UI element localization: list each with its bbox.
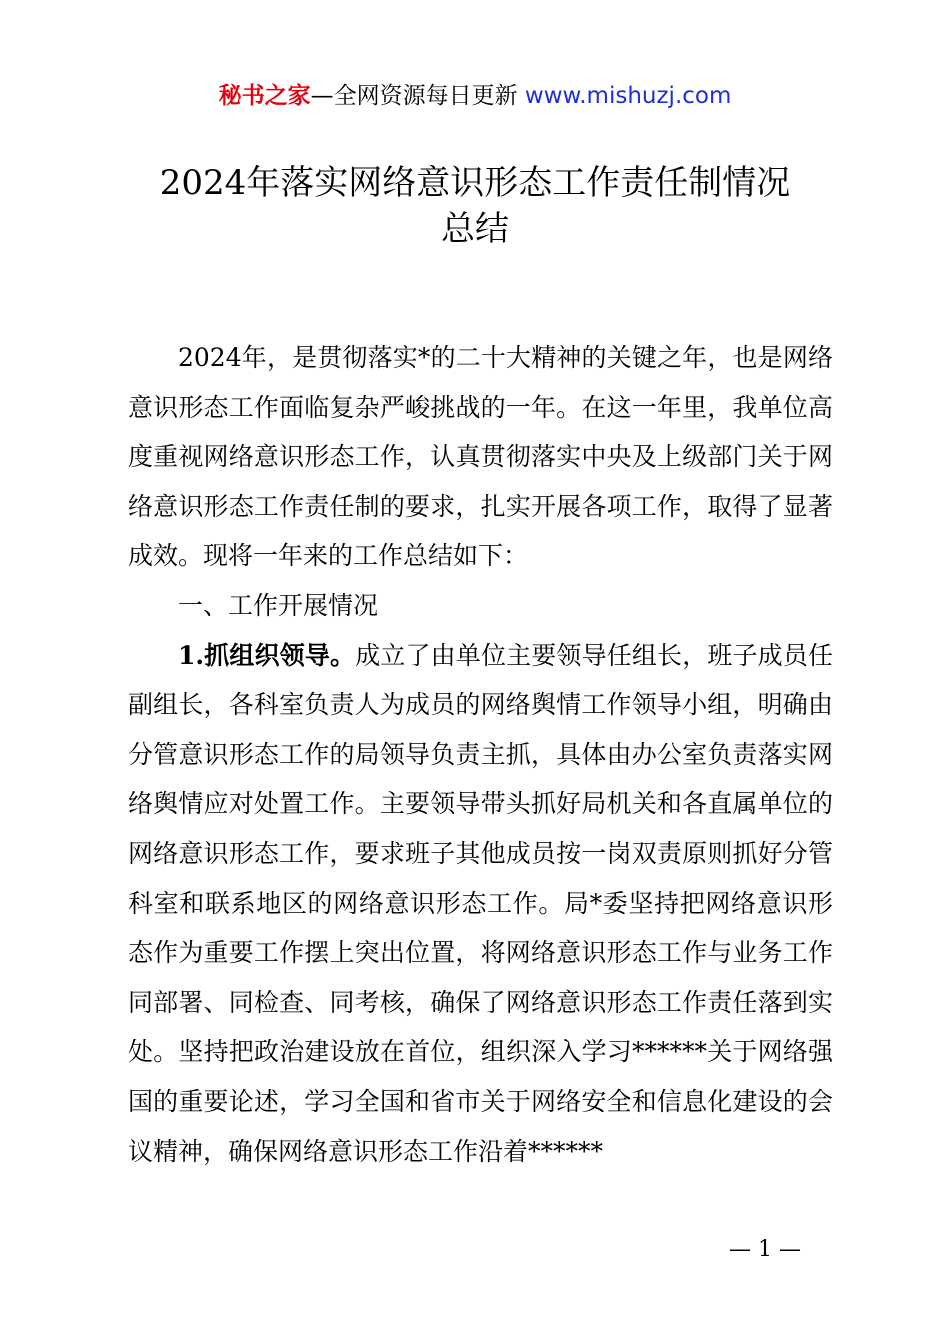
section-heading: 一、工作开展情况 (178, 590, 379, 620)
title-line-1: 2024年落实网络意识形态工作责任制情况 (159, 163, 791, 203)
website-link[interactable]: www.mishuzj.com (524, 83, 732, 109)
item-paragraph (128, 631, 833, 1177)
brand-name: 秘书之家 (218, 83, 311, 109)
item-lead: 1.抓组织领导。 (178, 640, 356, 670)
item-text: 成立了由单位主要领导任组长，班子成员任副组长，各科室负责人为成员的网络舆情工作领导小组，明确由分管意识形态工作的局领导负责主抓，具体由办公室负责落实网络舆情应对处置工作。主要领导带头抓好局机关和各直属单位的网络意识形态工作，要求班子其他成员按一岗双责原则抓好分管科室和联系地区的网络意识形态工作。局*委坚持把网络意识形态作为重要工作摆上突出位置，将网络意识形态工作与业务工作同部署、同检查、同考核，确保了网络意识形态工作责任落到实处。坚持把政治建设放在首位，组织深入学习******关于网络强国的重要论述，学习全国和省市关于网络安全和信息化建设的会议精神，确保网络意识形态工作沿着****** (128, 640, 833, 1166)
header-tagline: —全网资源每日更新 (310, 83, 525, 109)
title-line-2: 总结 (441, 209, 509, 249)
intro-paragraph: 2024年，是贯彻落实*的二十大精神的关键之年，也是网络意识形态工作面临复杂严峻挑战的一年。在这一年里，我单位高度重视网络意识形态工作，认真贯彻落实中央及上级部门关于网络意识形态工作责任制的要求，扎实开展各项工作，取得了显著成效。现将一年来的工作总结如下： (128, 343, 833, 571)
page-number: — 1 — (729, 1237, 801, 1262)
document-title (60, 160, 890, 252)
document-body (128, 333, 833, 1176)
site-header (0, 80, 950, 112)
